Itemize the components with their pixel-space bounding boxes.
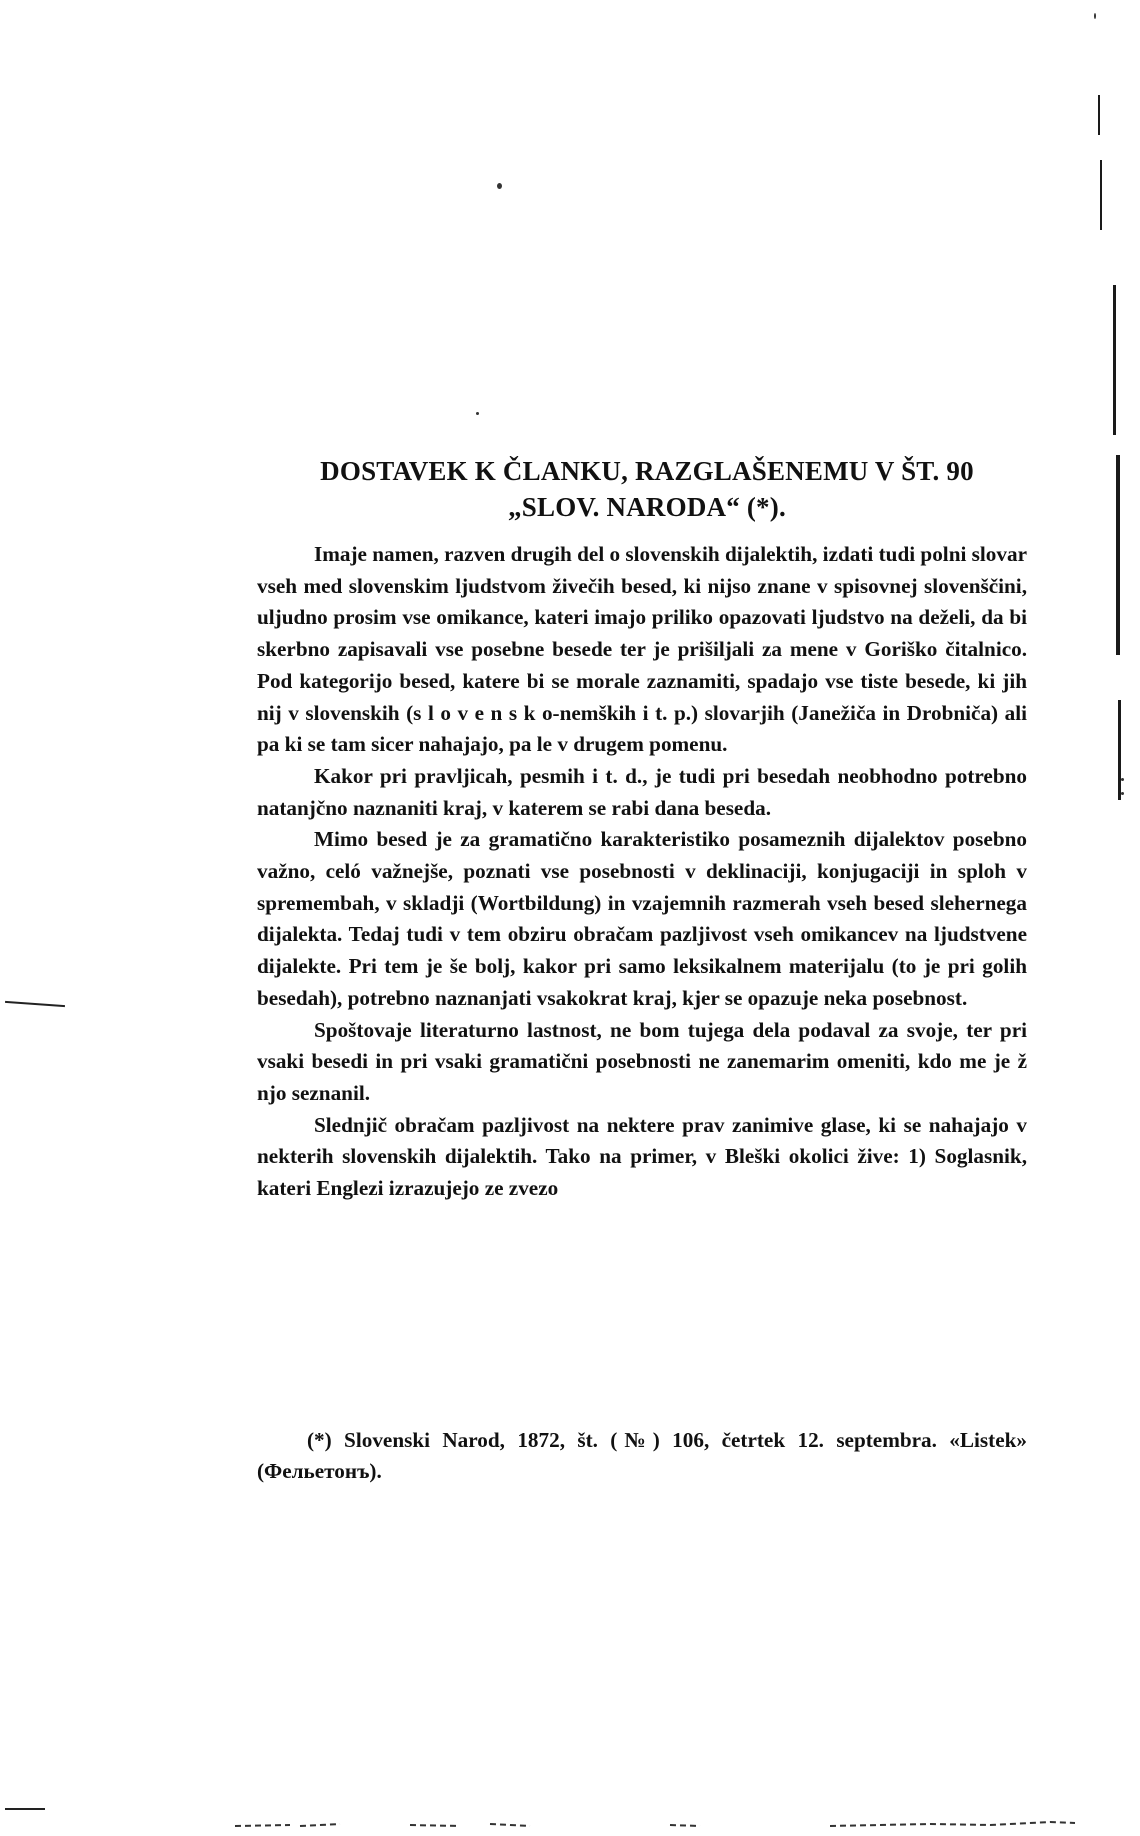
scan-edge-mark xyxy=(1098,95,1100,135)
scan-speck xyxy=(476,412,479,415)
footnote-text: (*) Slovenski Narod, 1872, št. (№) 106, četrtek 12. septembra. «Listek» (Фельетонъ). xyxy=(257,1428,1027,1483)
article-title xyxy=(262,453,1032,525)
scan-edge-line xyxy=(5,1808,45,1810)
scan-speck xyxy=(1094,13,1096,19)
paragraph-1: Imaje namen, razven drugih del o slovenskih dijalektih, izdati tudi polni slovar vseh med slovenskim ljudstvom živečih besed, ki nijso znane v spisovnej slovenščini, uljudno prosim vse omikance, kateri imajo priliko opazovati ljudstvo na deželi, da bi skerbno zapisavali vse posebne besede ter je prišiljali za mene v Goriško čitalnico. Pod kategorijo besed, katere bi se morale zaznamiti, spadajo vse tiste besede, ki jih nij v slovenskih (s l o v e n s k o-nemških i t. p.) slovarjih (Janežiča in Drobniča) ali pa ki se tam sicer nahajajo, pa le v drugem pomenu. xyxy=(257,542,1027,757)
footnote xyxy=(257,1425,1027,1487)
article-body xyxy=(257,539,1027,1205)
paragraph-3: Mimo besed je za gramatično karakteristiko posameznih dijalektov posebno važno, celó važnejše, poznati vse posebnosti v deklinaciji, konjugaciji in sploh v spremembah, v skladji (Wortbildung) in vzajemnih razmerah vseh besed slehernega dijalekta. Tedaj tudi v tem obziru obračam pazljivost vseh omikancev na ljudstvene dijalekte. Pri tem je še bolj, kakor pri samo leksikalnem materijalu (to je pri golih besedah), potrebno naznanjati vsakokrat kraj, kjer se opazuje neka posebnost. xyxy=(257,827,1027,1010)
scan-edge-mark xyxy=(1116,455,1120,655)
paragraph-5: Slednjič obračam pazljivost na nektere prav zanimive glase, ki se nahajajo v nekterih slovenskih dijalektih. Tako na primer, v Bleški okolici žive: 1) Soglasnik, kateri Englezi izrazujejo ze zvezo xyxy=(257,1112,1027,1201)
scan-edge-line xyxy=(5,1001,65,1007)
paragraph-4: Spoštovaje literaturno lastnost, ne bom tujega dela podaval za svoje, ter pri vsaki besedi in pri vsaki gramatični posebnosti ne zanemarim omeniti, kdo me je ž njo seznanil. xyxy=(257,1017,1027,1105)
scan-edge-mark xyxy=(1118,700,1121,800)
title-line-1: DOSTAVEK K ČLANKU, RAZGLAŠENEMU V ŠT. 90 xyxy=(320,456,974,486)
scan-speck xyxy=(1121,792,1124,795)
scan-speck xyxy=(1121,778,1124,781)
scan-edge-mark xyxy=(1100,160,1102,230)
scan-speck xyxy=(497,183,502,189)
title-line-2: „SLOV. NARODA“ (*). xyxy=(508,492,786,522)
scan-bottom-marks xyxy=(230,1818,1080,1830)
paragraph-2: Kakor pri pravljicah, pesmih i t. d., je tudi pri besedah neobhodno potrebno natanjčno naznaniti kraj, v katerem se rabi dana beseda. xyxy=(257,763,1027,820)
scan-edge-mark xyxy=(1113,285,1116,435)
